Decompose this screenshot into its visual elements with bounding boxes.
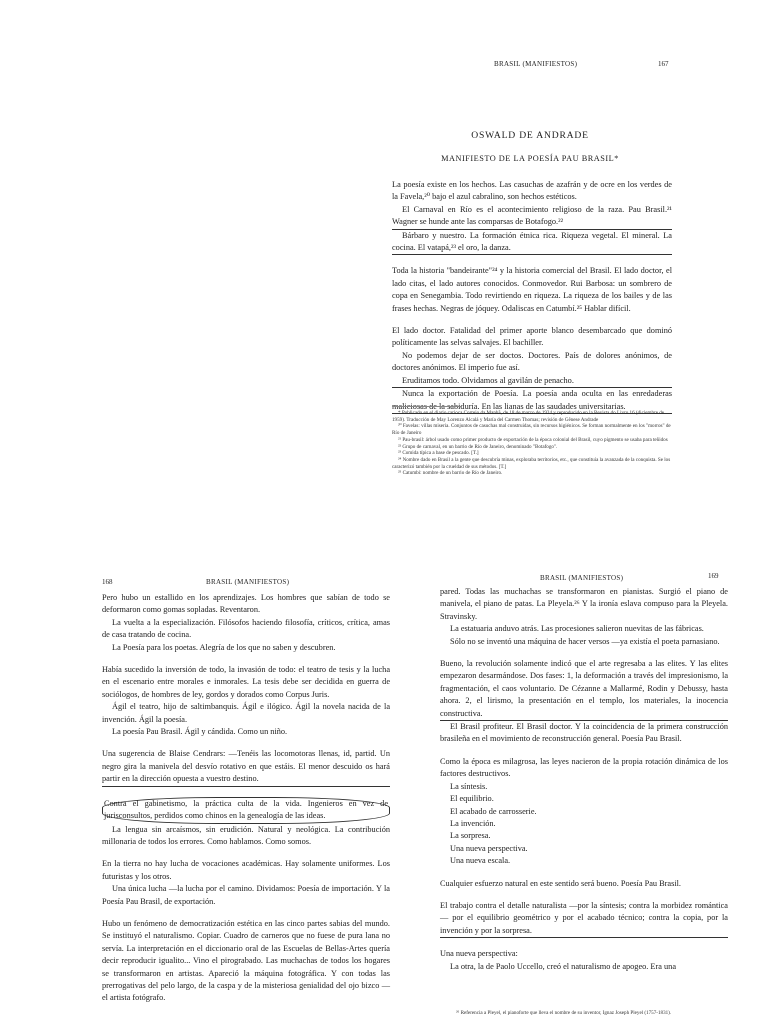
paragraph: Bárbaro y nuestro. La formación étnica rica. Riqueza vegetal. El mineral. La cocina. El vatapá,²³ el oro, la danza.: [392, 230, 672, 256]
paragraph: El Brasil profiteur. El Brasil doctor. Y la coincidencia de la primera construcción brasileña en el movimiento de reconstrucción general. Poesía Pau Brasil.: [440, 722, 728, 744]
running-head-left: BRASIL (MANIFIESTOS): [206, 578, 290, 586]
list-item: Una nueva escala.: [450, 856, 511, 866]
right-body-text: [440, 586, 728, 973]
paragraph: La otra, la de Paolo Uccello, creó el naturalismo de apogeo. Era una: [450, 961, 676, 971]
list-item: Una nueva perspectiva.: [450, 843, 528, 853]
paragraph: No podemos dejar de ser doctos. Doctores. País de dolores anónimos, de doctores anónimos. El imperio fue así.: [392, 350, 672, 373]
footnote-separator: [392, 406, 462, 407]
footnote: ²⁵ Catumbí: nombre de un barrio de Río de Janeiro.: [398, 470, 503, 477]
page-number-top: 167: [658, 60, 669, 68]
footnote: * Publicado en el diario carioca Correio da Manhã, de 18 de marzo de 1924 y reproducido en la Revista do Livro 16 (diciembre de 1959). Traducción de May Lorenzo Alcalá y María del Carmen Thomas; revisión de Gênese Andrade: [392, 410, 665, 423]
manifesto-title: MANIFIESTO DE LA POESÍA PAU BRASIL*: [441, 154, 619, 163]
paragraph: La estatuaria anduvo atrás. Las procesiones salieron nuevitas de las fábricas.: [450, 624, 704, 634]
paragraph: pared. Todas las muchachas se transformaron en pianistas. Surgió el piano de manivela, el piano de patas. La Pleyela.²⁶ Y la ironía eslava compuso para la Pleyela. Stravinsky.: [440, 587, 728, 621]
footnote: ²² Grupo de carnaval, en un barrio de Río de Janeiro, denominado "Botafogo".: [398, 443, 558, 450]
paragraph: Una nueva perspectiva:: [440, 949, 518, 959]
right-footnotes: [450, 1010, 728, 1017]
paragraph: Contra el gabinetismo, la práctica culta de la vida. Ingenieros en vez de jurisconsultos, perdidos como chinos en la genealogía de las ideas.: [102, 797, 390, 824]
paragraph: El Carnaval en Río es el acontecimiento religioso de la raza. Pau Brasil.²¹ Wagner se hunde ante las comparsas de Botafogo.²²: [392, 204, 672, 230]
paragraph: Una única lucha —la lucha por el camino. Dividamos: Poesía de importación. Y la Poesía Pau Brasil, de exportación.: [102, 884, 390, 906]
paragraph: Una sugerencia de Blaise Cendrars: —Tenéis las locomotoras llenas, id, partid. Un negro gira la manivela del desvío rotativo en que estáis. El menor descuido os hará partir en la dirección opuesta a vuestro destino.: [102, 748, 390, 786]
list-item: La sorpresa.: [450, 831, 491, 841]
list-item: El acabado de carrosserie.: [450, 806, 537, 816]
paragraph: Había sucedido la inversión de todo, la invasión de todo: el teatro de tesis y la lucha en el escenario entre morales e inmorales. La tesis debe ser decidida en guerra de sociólogos, de hombres de ley, gordos y dorados como Corpus Juris.: [102, 665, 390, 699]
paragraph: La lengua sin arcaísmos, sin erudición. Natural y neológica. La contribución millonaria de todos los errores. Como hablamos. Como somos.: [102, 824, 390, 846]
paragraph: La poesía existe en los hechos. Las casuchas de azafrán y de ocre en los verdes de la Favela,²⁰ bajo el azul cabralino, son hechos estéticos.: [392, 180, 672, 202]
footnote: ²⁰ Favelas: villas miseria. Conjuntos de casuchas mal construidas, sin recursos higiénicos. Se forman normalmente en los "morros" de Río de Janeiro: [392, 423, 671, 437]
footnote: ²¹ Pau-brasil: árbol usado como primer producto de exportación de la época colonial del Brasil, cuyo pigmento se usaba para teñidos: [398, 436, 668, 443]
top-footnotes: [392, 410, 672, 477]
paragraph: El trabajo contra el detalle naturalista —por la síntesis; contra la morbidez romántica— por el equilibrio geométrico y por el acabado técnico; contra la copia, por la invención y por la sorpresa.: [440, 900, 728, 938]
running-head-top: BRASIL (MANIFIESTOS): [494, 60, 578, 68]
paragraph: Bueno, la revolución solamente indicó que el arte regresaba a las elites. Y las elites empezaron desarmándose. Dos fases: 1, la deformación a través del impresionismo, la fragmentación, el caos voluntario. De Cézanne a Mallarmé, Rodin y Debussy, hasta ahora. 2, el lirismo, la presentación en el templo, los materiales, la inocencia constructiva.: [440, 658, 728, 721]
list-item: La invención.: [450, 818, 496, 828]
paragraph: Eruditamos todo. Olvidamos al gavilán de penacho.: [392, 375, 672, 388]
left-body-text: [102, 592, 390, 1005]
paragraph: Sólo no se inventó una máquina de hacer versos —ya existía el poeta parnasiano.: [450, 636, 720, 646]
paragraph: La poesía Pau Brasil. Ágil y cándida. Como un niño.: [112, 727, 288, 737]
paragraph: Toda la historia "bandeirante"²⁴ y la historia comercial del Brasil. El lado doctor, el lado citas, el lado autores conocidos. Conmovedor. Rui Barbosa: un sombrero de copa en Senegambia. Todo revirtiendo en riqueza. La riqueza de los bailes y de las frases hechas. Negras de jóquey. Odaliscas en Catumbí.²⁵ Hablar difícil.: [392, 266, 672, 313]
paragraph: Nunca la exportación de Poesía. La poesía anda oculta en las enredaderas maliciosas de la sabiduría. En las lianas de las saudades universitarias.: [392, 388, 672, 414]
page-number-left: 168: [102, 578, 113, 586]
running-head-right: BRASIL (MANIFIESTOS): [540, 574, 624, 582]
top-body-text: [392, 179, 672, 414]
paragraph: El lado doctor. Fatalidad del primer aporte blanco desembarcado que dominó políticamente las selvas salvajes. El bachiller.: [392, 326, 672, 348]
paragraph: Pero hubo un estallido en los aprendizajes. Los hombres que sabían de todo se deformaron como gomas sopladas. Reventaron.: [102, 593, 390, 615]
paragraph: Hubo un fenómeno de democratización estética en las cinco partes sabias del mundo. Se instituyó el naturalismo. Copiar. Cuadro de carneros que no fuese de pura lana no servía. La interpretación en el diccionario oral de las Escuelas de Bellas-Artes quería decir reproducir igualito... Vino el pirograbado. Las muchachas de todos los hogares se transformaron en artistas. Apareció la máquina fotográfica. Y con todas las prerrogativas del pelo largo, de la caspa y de la misteriosa genialidad del ojo bizco —el artista fotógrafo.: [102, 918, 390, 1003]
paragraph: Ágil el teatro, hijo de saltimbanquis. Ágil e ilógico. Ágil la novela nacida de la invención. Ágil la poesía.: [102, 702, 390, 724]
paragraph: La Poesía para los poetas. Alegría de los que no saben y descubren.: [112, 642, 336, 652]
paragraph: La vuelta a la especialización. Filósofos haciendo filosofía, críticos, crítica, amas de casa tratando de cocina.: [102, 617, 390, 640]
list-item: La síntesis.: [450, 781, 488, 791]
footnote: ²³ Comida típica a base de pescado. [T.]: [398, 450, 479, 457]
paragraph: Como la época es milagrosa, las leyes nacieron de la propia rotación dinámica de los factores destructivos.: [440, 756, 728, 779]
page-number-right: 169: [708, 572, 719, 580]
paragraph: En la tierra no hay lucha de vocaciones académicas. Hay solamente uniformes. Los futuristas y los otros.: [102, 859, 390, 881]
paragraph: Cualquier esfuerzo natural en este sentido será bueno. Poesía Pau Brasil.: [440, 878, 681, 888]
footnote: ²⁴ Nombre dado en Brasil a la gente que descubría minas, exploraba territorios, etc., que constituía la avanzada de la conquista. Se los caracterizó también por la crueldad de sus métodos. [T.]: [392, 456, 671, 470]
author-name: OSWALD DE ANDRADE: [471, 130, 589, 141]
footnote: ²⁶ Referencia a Pleyel, el pianoforte que lleva el nombre de su inventor, Ignaz Joseph Pleyel (1757-1831).: [456, 1010, 672, 1016]
list-item: El equilibrio.: [450, 794, 494, 804]
